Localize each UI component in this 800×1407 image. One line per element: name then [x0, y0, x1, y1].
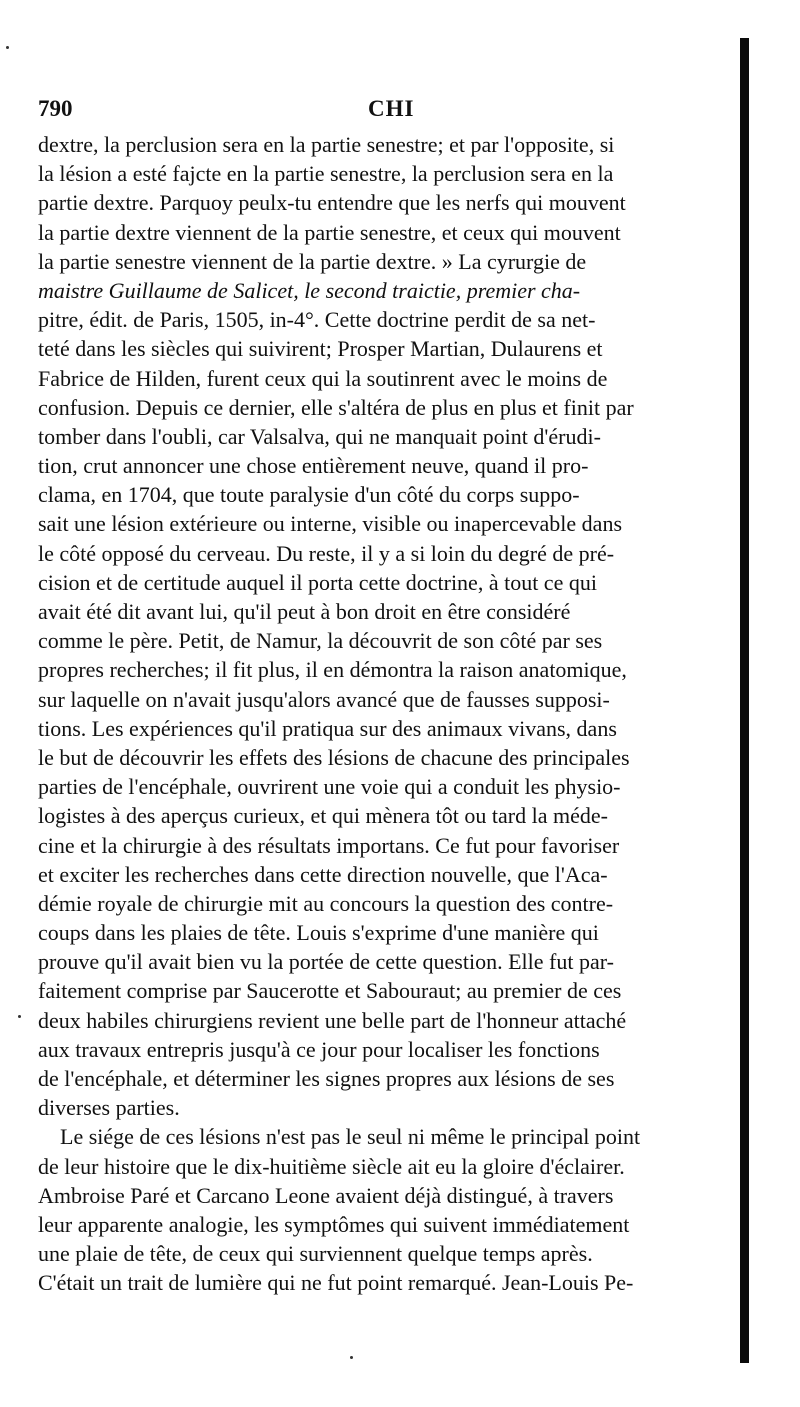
- text-line: la partie senestre viennent de la partie dextre. » La cyrurgie de: [38, 248, 587, 274]
- text-line: Ambroise Paré et Carcano Leone avaient déjà distingué, à travers: [38, 1182, 614, 1208]
- text-line: clama, en 1704, que toute paralysie d'un côté du corps suppo-: [38, 482, 580, 508]
- text-line: dextre, la perclusion sera en la partie senestre; et par l'opposite, si: [38, 132, 615, 157]
- text-line: teté dans les siècles qui suivirent; Prosper Martian, Dulaurens et: [38, 336, 603, 362]
- text-line: comme le père. Petit, de Namur, la découvrit de son côté par ses: [38, 628, 603, 654]
- text-line: aux travaux entrepris jusqu'à ce jour pour localiser les fonctions: [38, 1036, 600, 1062]
- text-line: parties de l'encéphale, ouvrirent une voie qui a conduit les physio-: [38, 774, 621, 800]
- page-edge-shadow: [740, 38, 749, 1363]
- text-line: tion, crut annoncer une chose entièrement neuve, quand il pro-: [38, 453, 589, 479]
- text-line: le but de découvrir les effets des lésions de chacune des principales: [38, 744, 630, 770]
- text-line: le côté opposé du cerveau. Du reste, il y a si loin du degré de pré-: [38, 540, 615, 566]
- text-line: sur laquelle on n'avait jusqu'alors avancé que de fausses supposi-: [38, 686, 610, 712]
- paragraph-first-line: Le siége de ces lésions n'est pas le seul ni même le principal point: [60, 1124, 641, 1150]
- text-line: deux habiles chirurgiens revient une belle part de l'honneur attaché: [38, 1007, 627, 1033]
- text-line: de leur histoire que le dix-huitième siècle ait eu la gloire d'éclairer.: [38, 1153, 625, 1179]
- text-line: tomber dans l'oubli, car Valsalva, qui ne manquait point d'érudi-: [38, 423, 601, 449]
- text-line: confusion. Depuis ce dernier, elle s'altéra de plus en plus et finit par: [38, 394, 634, 420]
- text-line: démie royale de chirurgie mit au concours la question des contre-: [38, 890, 614, 916]
- text-line: Fabrice de Hilden, furent ceux qui la soutinrent avec le moins de: [38, 365, 608, 391]
- page-number: 790: [38, 96, 73, 121]
- text-line: une plaie de tête, de ceux qui surviennent quelque temps après.: [38, 1241, 593, 1267]
- text-line: cine et la chirurgie à des résultats importans. Ce fut pour favoriser: [38, 832, 620, 858]
- text-line: avait été dit avant lui, qu'il peut à bon droit en être considéré: [38, 599, 571, 624]
- page-header: [38, 96, 738, 132]
- text-line: partie dextre. Parquoy peulx-tu entendre que les nerfs qui mouvent: [38, 190, 626, 216]
- scan-speck: [6, 46, 9, 49]
- text-line: coups dans les plaies de tête. Louis s'exprime d'une manière qui: [38, 920, 599, 946]
- scan-speck: [18, 1015, 21, 1018]
- text-line: tions. Les expériences qu'il pratiqua sur des animaux vivans, dans: [38, 715, 617, 741]
- text-line: diverses parties.: [38, 1095, 180, 1121]
- text-line: la lésion a esté fajcte en la partie senestre, la perclusion sera en la: [38, 161, 614, 187]
- text-line: pitre, édit. de Paris, 1505, in-4°. Cette doctrine perdit de sa net-: [38, 307, 596, 333]
- running-head: CHI: [368, 96, 415, 121]
- text-line: sait une lésion extérieure ou interne, visible ou inapercevable dans: [38, 511, 623, 537]
- text-line: et exciter les recherches dans cette direction nouvelle, que l'Aca-: [38, 861, 608, 887]
- text-line: propres recherches; il fit plus, il en démontra la raison anatomique,: [38, 657, 627, 683]
- text-line: maistre Guillaume de Salicet, le second traictie, premier cha-: [38, 277, 581, 303]
- text-line: logistes à des aperçus curieux, et qui mènera tôt ou tard la méde-: [38, 803, 608, 829]
- text-line: cision et de certitude auquel il porta cette doctrine, à tout ce qui: [38, 569, 597, 595]
- text-line: leur apparente analogie, les symptômes qui suivent immédiatement: [38, 1211, 630, 1237]
- text-line: la partie dextre viennent de la partie senestre, et ceux qui mouvent: [38, 219, 621, 245]
- text-line: de l'encéphale, et déterminer les signes propres aux lésions de ses: [38, 1066, 615, 1091]
- scan-speck: [350, 1356, 353, 1359]
- text-line: faitement comprise par Saucerotte et Sabouraut; au premier de ces: [38, 978, 622, 1004]
- body-text: [38, 130, 734, 1298]
- text-line: prouve qu'il avait bien vu la portée de cette question. Elle fut par-: [38, 949, 614, 975]
- text-line: C'était un trait de lumière qui ne fut point remarqué. Jean-Louis Pe-: [38, 1270, 634, 1296]
